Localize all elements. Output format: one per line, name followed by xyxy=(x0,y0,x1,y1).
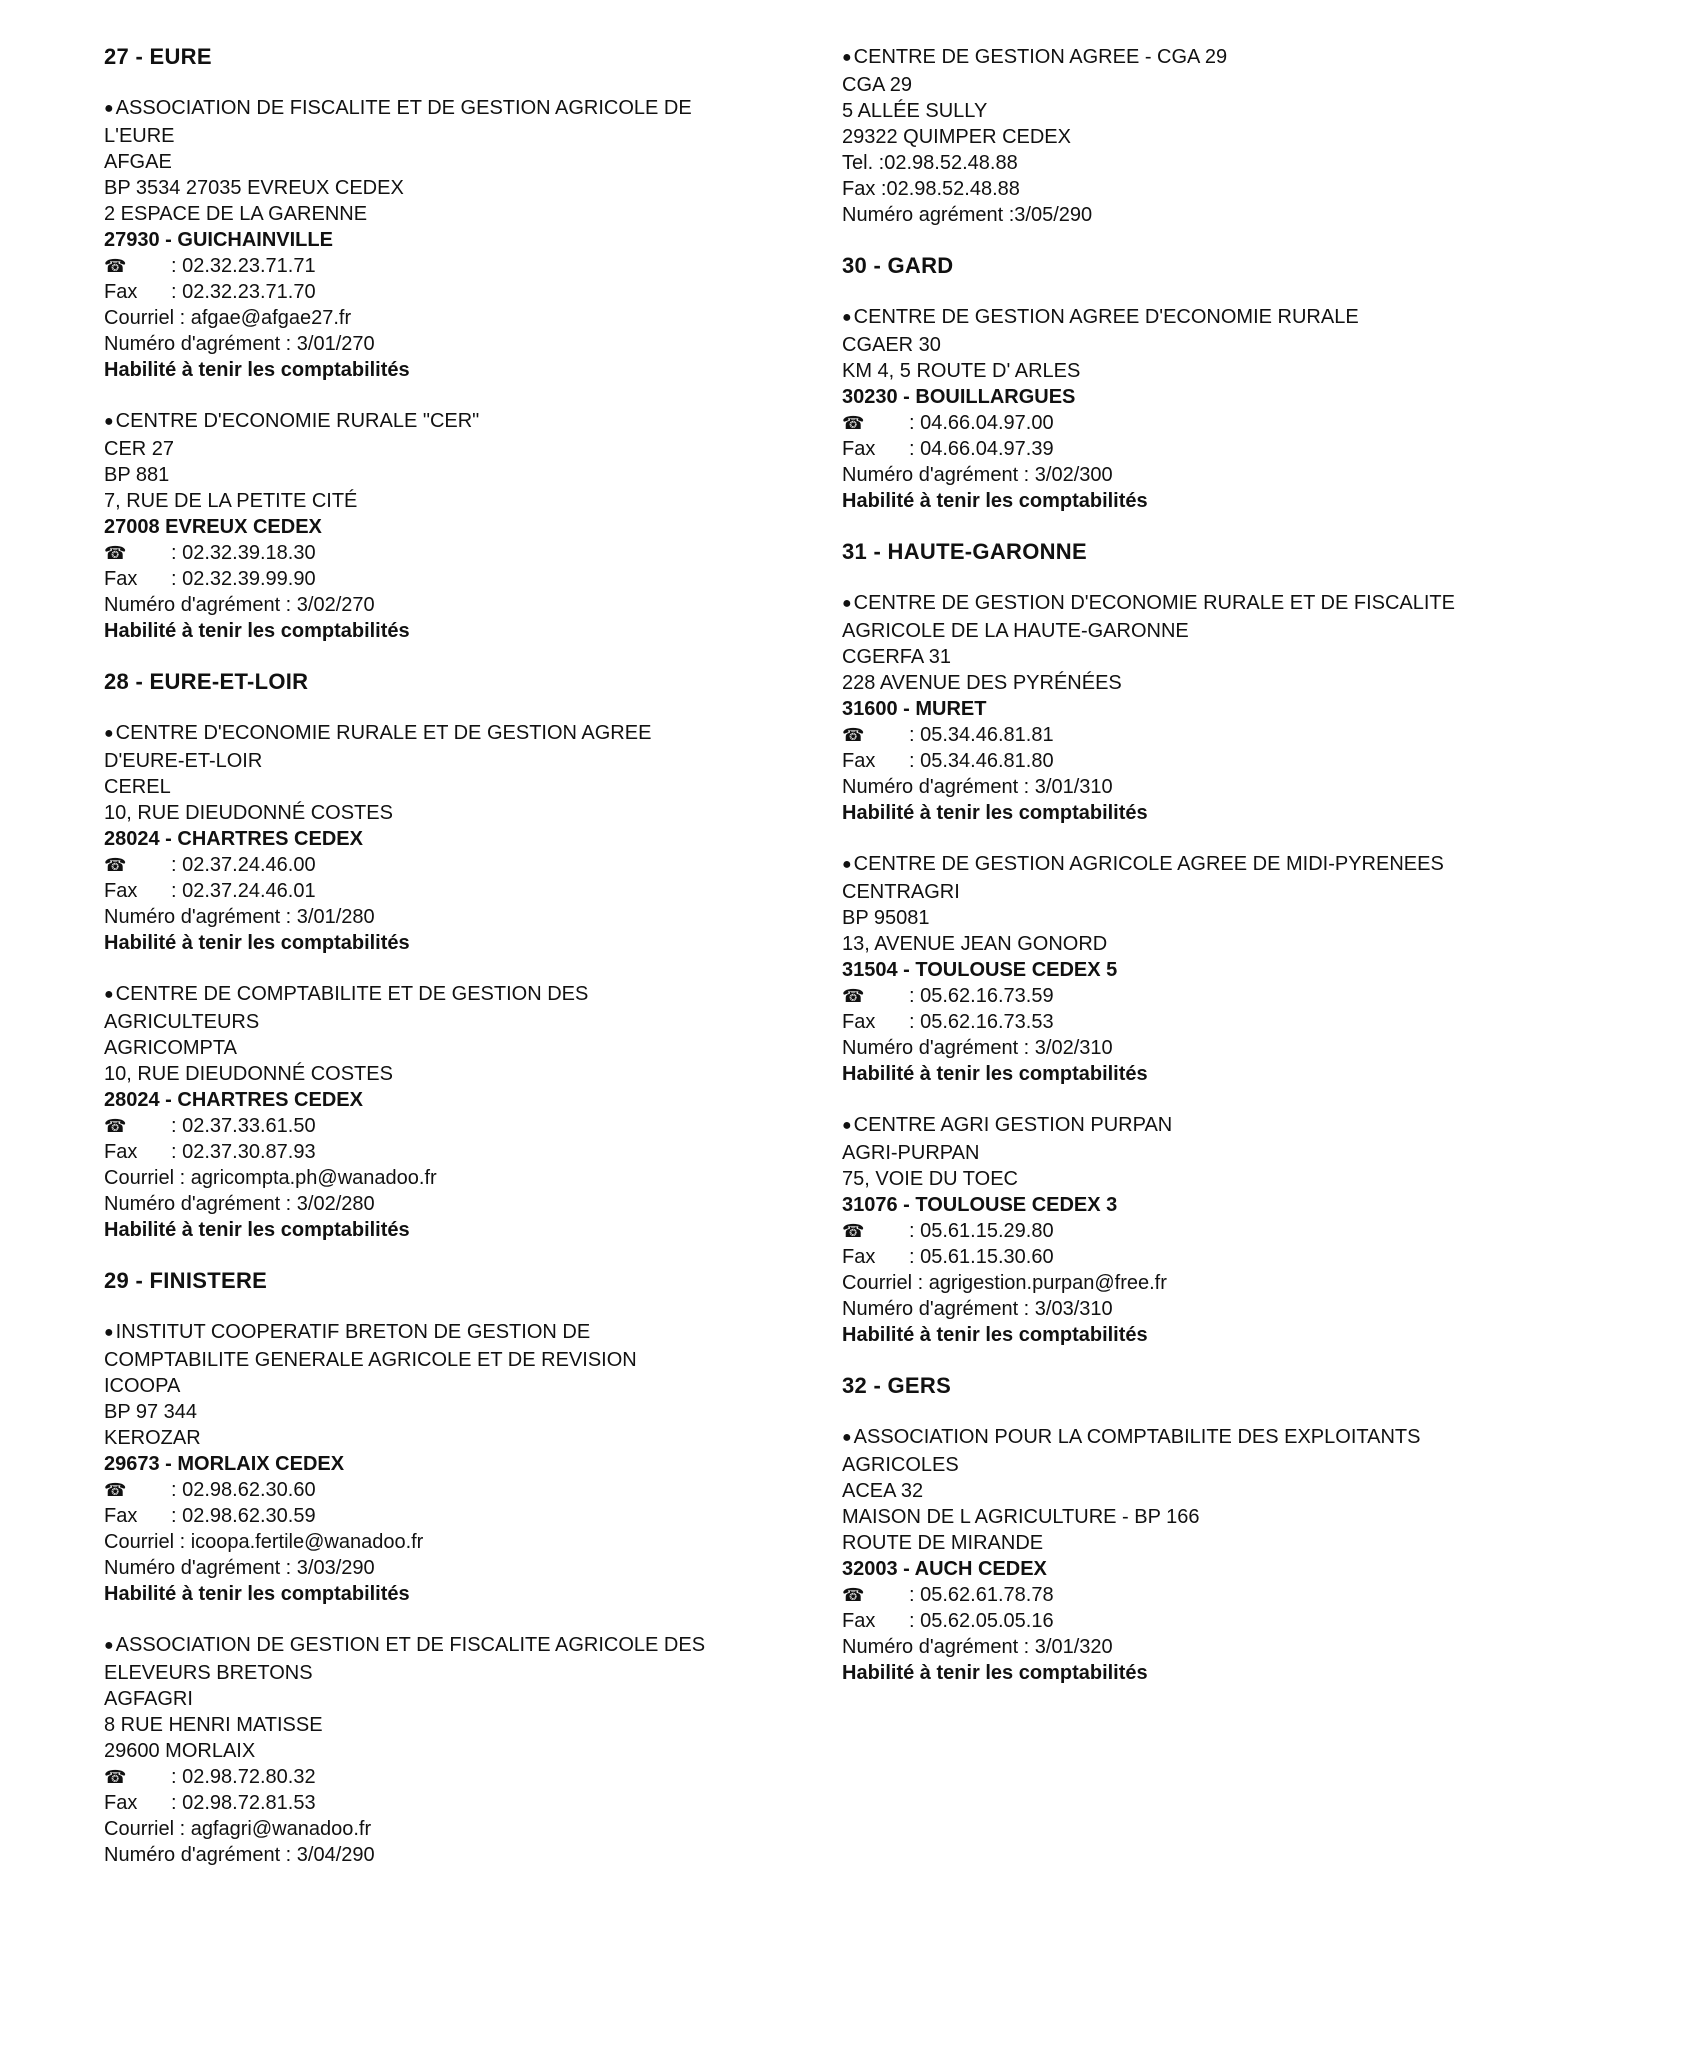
telephone-icon: ☎ xyxy=(104,1767,127,1787)
organization-name-line xyxy=(842,304,1562,332)
phone-number: : 02.32.39.18.30 xyxy=(171,542,316,564)
department-heading: 30 - GARD xyxy=(842,253,954,278)
telephone-icon: ☎ xyxy=(842,413,865,433)
phone-line xyxy=(842,983,1562,1009)
fax-number: : 02.32.39.99.90 xyxy=(171,568,316,590)
address-line: 13, AVENUE JEAN GONORD xyxy=(842,933,1108,955)
bullet-icon: ● xyxy=(842,1429,852,1446)
bullet-icon: ● xyxy=(104,1637,114,1654)
address-line: 5 ALLÉE SULLY xyxy=(842,100,988,122)
bullet-icon: ● xyxy=(842,1117,852,1134)
directory-entry xyxy=(104,981,824,1243)
fax-label: Fax xyxy=(104,1792,138,1814)
phone-number: : 02.98.62.30.60 xyxy=(171,1479,316,1501)
address-line: MAISON DE L AGRICULTURE - BP 166 xyxy=(842,1506,1200,1528)
phone-line xyxy=(104,540,824,566)
fax-number: : 05.62.16.73.53 xyxy=(909,1011,1054,1033)
telephone-icon: ☎ xyxy=(842,1221,865,1241)
organization-name-line xyxy=(842,618,1562,644)
fax-line xyxy=(104,1503,824,1529)
organization-name-line xyxy=(104,408,824,436)
habilitation-note: Habilité à tenir les comptabilités xyxy=(842,490,1148,512)
department-heading: 32 - GERS xyxy=(842,1373,952,1398)
organization-name-text: ASSOCIATION DE FISCALITE ET DE GESTION AGRICOLE DE xyxy=(115,97,692,119)
directory-entry xyxy=(842,304,1562,514)
habilitation-note: Habilité à tenir les comptabilités xyxy=(842,802,1148,824)
organization-name-text: CENTRE DE GESTION AGREE D'ECONOMIE RURALE xyxy=(853,306,1359,328)
organization-name-text: CENTRE DE GESTION AGREE - CGA 29 xyxy=(853,46,1228,68)
phone-line xyxy=(104,1477,824,1503)
fax-line xyxy=(104,566,824,592)
fax-label: Fax xyxy=(104,1505,138,1527)
organization-name-text: AGRICOLES xyxy=(842,1454,959,1476)
address-line: AGRICOMPTA xyxy=(104,1037,237,1059)
organization-name-text: CENTRE D'ECONOMIE RURALE ET DE GESTION AGREE xyxy=(115,722,652,744)
fax-number: : 04.66.04.97.39 xyxy=(909,438,1054,460)
agrement-number: Numéro d'agrément : 3/01/310 xyxy=(842,776,1113,798)
agrement-number: Numéro d'agrément : 3/02/270 xyxy=(104,594,375,616)
address-line: BP 97 344 xyxy=(104,1401,198,1423)
organization-name-text: CENTRE DE COMPTABILITE ET DE GESTION DES xyxy=(115,983,589,1005)
organization-name-line xyxy=(104,123,824,149)
bullet-icon: ● xyxy=(104,725,114,742)
habilitation-note: Habilité à tenir les comptabilités xyxy=(104,932,410,954)
agrement-number: Numéro d'agrément : 3/02/310 xyxy=(842,1037,1113,1059)
phone-line xyxy=(842,410,1562,436)
address-line: 2 ESPACE DE LA GARENNE xyxy=(104,203,368,225)
address-line: BP 3534 27035 EVREUX CEDEX xyxy=(104,177,404,199)
address-line: AFGAE xyxy=(104,151,172,173)
fax-number: : 02.32.23.71.70 xyxy=(171,281,316,303)
agrement-number: Numéro d'agrément : 3/01/280 xyxy=(104,906,375,928)
phone-line xyxy=(104,253,824,279)
fax-number: : 05.34.46.81.80 xyxy=(909,750,1054,772)
phone-line xyxy=(842,1218,1562,1244)
phone-number: : 05.61.15.29.80 xyxy=(909,1220,1054,1242)
habilitation-note: Habilité à tenir les comptabilités xyxy=(104,1219,410,1241)
fax-label: Fax xyxy=(104,1141,138,1163)
fax-number: : 05.62.05.05.16 xyxy=(909,1610,1054,1632)
address-line: KEROZAR xyxy=(104,1427,201,1449)
directory-entry xyxy=(104,408,824,644)
phone-number: : 04.66.04.97.00 xyxy=(909,412,1054,434)
right-column xyxy=(842,44,1562,1711)
agrement-number: Numéro d'agrément : 3/01/270 xyxy=(104,333,375,355)
bullet-icon: ● xyxy=(104,413,114,430)
address-line: ROUTE DE MIRANDE xyxy=(842,1532,1044,1554)
directory-entry xyxy=(842,851,1562,1087)
fax-line xyxy=(842,748,1562,774)
organization-name-text: ASSOCIATION DE GESTION ET DE FISCALITE AGRICOLE DES xyxy=(115,1634,706,1656)
organization-name-line xyxy=(104,95,824,123)
habilitation-note: Habilité à tenir les comptabilités xyxy=(842,1324,1148,1346)
address-line: Fax :02.98.52.48.88 xyxy=(842,178,1020,200)
organization-name-line xyxy=(842,590,1562,618)
email-line: Courriel : agfagri@wanadoo.fr xyxy=(104,1818,372,1840)
address-line: CGERFA 31 xyxy=(842,646,951,668)
organization-name-text: CENTRE DE GESTION D'ECONOMIE RURALE ET DE FISCALITE xyxy=(853,592,1455,614)
fax-label: Fax xyxy=(842,438,876,460)
fax-number: : 02.98.72.81.53 xyxy=(171,1792,316,1814)
postal-city: 31600 - MURET xyxy=(842,698,987,720)
phone-line xyxy=(104,852,824,878)
address-line: 75, VOIE DU TOEC xyxy=(842,1168,1018,1190)
agrement-number: Numéro d'agrément : 3/02/300 xyxy=(842,464,1113,486)
phone-number: : 05.62.61.78.78 xyxy=(909,1584,1054,1606)
habilitation-note: Habilité à tenir les comptabilités xyxy=(104,1583,410,1605)
address-line: 29322 QUIMPER CEDEX xyxy=(842,126,1071,148)
fax-line xyxy=(104,1139,824,1165)
organization-name-line xyxy=(104,1660,824,1686)
phone-number: : 02.32.23.71.71 xyxy=(171,255,316,277)
directory-entry xyxy=(842,44,1562,228)
organization-name-line xyxy=(842,851,1562,879)
organization-name-line xyxy=(104,981,824,1009)
bullet-icon: ● xyxy=(842,595,852,612)
address-line: AGRI-PURPAN xyxy=(842,1142,980,1164)
fax-label: Fax xyxy=(842,1610,876,1632)
postal-city: 32003 - AUCH CEDEX xyxy=(842,1558,1047,1580)
department-heading: 31 - HAUTE-GARONNE xyxy=(842,539,1087,564)
postal-city: 28024 - CHARTRES CEDEX xyxy=(104,828,363,850)
habilitation-note: Habilité à tenir les comptabilités xyxy=(104,359,410,381)
fax-number: : 05.61.15.30.60 xyxy=(909,1246,1054,1268)
address-line: 228 AVENUE DES PYRÉNÉES xyxy=(842,672,1122,694)
bullet-icon: ● xyxy=(842,49,852,66)
bullet-icon: ● xyxy=(104,986,114,1003)
habilitation-note: Habilité à tenir les comptabilités xyxy=(842,1063,1148,1085)
postal-city: 31504 - TOULOUSE CEDEX 5 xyxy=(842,959,1118,981)
fax-label: Fax xyxy=(104,281,138,303)
fax-line xyxy=(842,1244,1562,1270)
department-heading: 28 - EURE-ET-LOIR xyxy=(104,669,309,694)
address-line: 8 RUE HENRI MATISSE xyxy=(104,1714,323,1736)
postal-city: 28024 - CHARTRES CEDEX xyxy=(104,1089,363,1111)
address-line: 10, RUE DIEUDONNÉ COSTES xyxy=(104,1063,393,1085)
telephone-icon: ☎ xyxy=(104,1116,127,1136)
phone-line xyxy=(842,722,1562,748)
address-line: KM 4, 5 ROUTE D' ARLES xyxy=(842,360,1081,382)
fax-label: Fax xyxy=(104,880,138,902)
fax-line xyxy=(842,1009,1562,1035)
postal-city: 27008 EVREUX CEDEX xyxy=(104,516,322,538)
address-line: CGAER 30 xyxy=(842,334,941,356)
address-line: 7, RUE DE LA PETITE CITÉ xyxy=(104,490,358,512)
organization-name-text: CENTRE AGRI GESTION PURPAN xyxy=(853,1114,1173,1136)
address-line: AGFAGRI xyxy=(104,1688,193,1710)
organization-name-text: AGRICOLE DE LA HAUTE-GARONNE xyxy=(842,620,1189,642)
telephone-icon: ☎ xyxy=(842,986,865,1006)
agrement-number: Numéro d'agrément : 3/03/290 xyxy=(104,1557,375,1579)
organization-name-line xyxy=(842,1112,1562,1140)
phone-number: : 05.34.46.81.81 xyxy=(909,724,1054,746)
organization-name-line xyxy=(104,720,824,748)
directory-entry xyxy=(104,1632,824,1868)
telephone-icon: ☎ xyxy=(104,1480,127,1500)
organization-name-text: ELEVEURS BRETONS xyxy=(104,1662,313,1684)
organization-name-text: INSTITUT COOPERATIF BRETON DE GESTION DE xyxy=(115,1321,591,1343)
address-line: CGA 29 xyxy=(842,74,913,96)
email-line: Courriel : icoopa.fertile@wanadoo.fr xyxy=(104,1531,424,1553)
organization-name-text: ASSOCIATION POUR LA COMPTABILITE DES EXPLOITANTS xyxy=(853,1426,1421,1448)
postal-city: 27930 - GUICHAINVILLE xyxy=(104,229,333,251)
agrement-number: Numéro d'agrément : 3/02/280 xyxy=(104,1193,375,1215)
organization-name-line xyxy=(842,44,1562,72)
email-line: Courriel : agrigestion.purpan@free.fr xyxy=(842,1272,1167,1294)
directory-entry xyxy=(104,95,824,383)
organization-name-text: L'EURE xyxy=(104,125,175,147)
telephone-icon: ☎ xyxy=(104,855,127,875)
agrement-number: Numéro d'agrément : 3/03/310 xyxy=(842,1298,1113,1320)
bullet-icon: ● xyxy=(842,309,852,326)
fax-line xyxy=(842,1608,1562,1634)
organization-name-text: AGRICULTEURS xyxy=(104,1011,260,1033)
organization-name-text: CENTRE DE GESTION AGRICOLE AGREE DE MIDI-PYRENEES xyxy=(853,853,1444,875)
habilitation-note: Habilité à tenir les comptabilités xyxy=(104,620,410,642)
fax-line xyxy=(104,279,824,305)
address-line: CER 27 xyxy=(104,438,175,460)
phone-number: : 02.37.33.61.50 xyxy=(171,1115,316,1137)
organization-name-line xyxy=(104,1347,824,1373)
fax-label: Fax xyxy=(842,1246,876,1268)
fax-line xyxy=(104,1790,824,1816)
telephone-icon: ☎ xyxy=(104,543,127,563)
address-line: BP 881 xyxy=(104,464,170,486)
email-line: Courriel : agricompta.ph@wanadoo.fr xyxy=(104,1167,437,1189)
telephone-icon: ☎ xyxy=(842,725,865,745)
agrement-number: Numéro d'agrément : 3/04/290 xyxy=(104,1844,375,1866)
organization-name-text: D'EURE-ET-LOIR xyxy=(104,750,263,772)
organization-name-line xyxy=(104,1319,824,1347)
bullet-icon: ● xyxy=(104,100,114,117)
directory-entry xyxy=(104,720,824,956)
address-line: CEREL xyxy=(104,776,171,798)
organization-name-line xyxy=(104,1009,824,1035)
department-heading: 27 - EURE xyxy=(104,44,212,69)
left-column xyxy=(104,44,824,1893)
address-line: Numéro agrément :3/05/290 xyxy=(842,204,1093,226)
fax-label: Fax xyxy=(842,1011,876,1033)
phone-line xyxy=(842,1582,1562,1608)
organization-name-line xyxy=(104,1632,824,1660)
fax-line xyxy=(104,878,824,904)
phone-number: : 02.37.24.46.00 xyxy=(171,854,316,876)
phone-line xyxy=(104,1113,824,1139)
address-line: Tel. :02.98.52.48.88 xyxy=(842,152,1018,174)
address-line: BP 95081 xyxy=(842,907,930,929)
habilitation-note: Habilité à tenir les comptabilités xyxy=(842,1662,1148,1684)
bullet-icon: ● xyxy=(104,1324,114,1341)
fax-label: Fax xyxy=(842,750,876,772)
organization-name-line xyxy=(842,1424,1562,1452)
postal-city: 29673 - MORLAIX CEDEX xyxy=(104,1453,345,1475)
fax-label: Fax xyxy=(104,568,138,590)
organization-name-text: CENTRE D'ECONOMIE RURALE "CER" xyxy=(115,410,480,432)
bullet-icon: ● xyxy=(842,856,852,873)
fax-number: : 02.37.24.46.01 xyxy=(171,880,316,902)
fax-number: : 02.37.30.87.93 xyxy=(171,1141,316,1163)
directory-entry xyxy=(842,590,1562,826)
address-line: CENTRAGRI xyxy=(842,881,960,903)
department-heading: 29 - FINISTERE xyxy=(104,1268,268,1293)
organization-name-line xyxy=(104,748,824,774)
organization-name-text: COMPTABILITE GENERALE AGRICOLE ET DE REVISION xyxy=(104,1349,637,1371)
phone-number: : 02.98.72.80.32 xyxy=(171,1766,316,1788)
directory-entry xyxy=(842,1424,1562,1686)
telephone-icon: ☎ xyxy=(842,1585,865,1605)
agrement-number: Numéro d'agrément : 3/01/320 xyxy=(842,1636,1113,1658)
organization-name-line xyxy=(842,1452,1562,1478)
fax-line xyxy=(842,436,1562,462)
postal-city: 31076 - TOULOUSE CEDEX 3 xyxy=(842,1194,1118,1216)
telephone-icon: ☎ xyxy=(104,256,127,276)
email-line: Courriel : afgae@afgae27.fr xyxy=(104,307,352,329)
address-line: 10, RUE DIEUDONNÉ COSTES xyxy=(104,802,393,824)
address-line: ICOOPA xyxy=(104,1375,181,1397)
address-line: 29600 MORLAIX xyxy=(104,1740,256,1762)
fax-number: : 02.98.62.30.59 xyxy=(171,1505,316,1527)
phone-line xyxy=(104,1764,824,1790)
directory-entry xyxy=(842,1112,1562,1348)
postal-city: 30230 - BOUILLARGUES xyxy=(842,386,1076,408)
address-line: ACEA 32 xyxy=(842,1480,924,1502)
directory-entry xyxy=(104,1319,824,1607)
phone-number: : 05.62.16.73.59 xyxy=(909,985,1054,1007)
